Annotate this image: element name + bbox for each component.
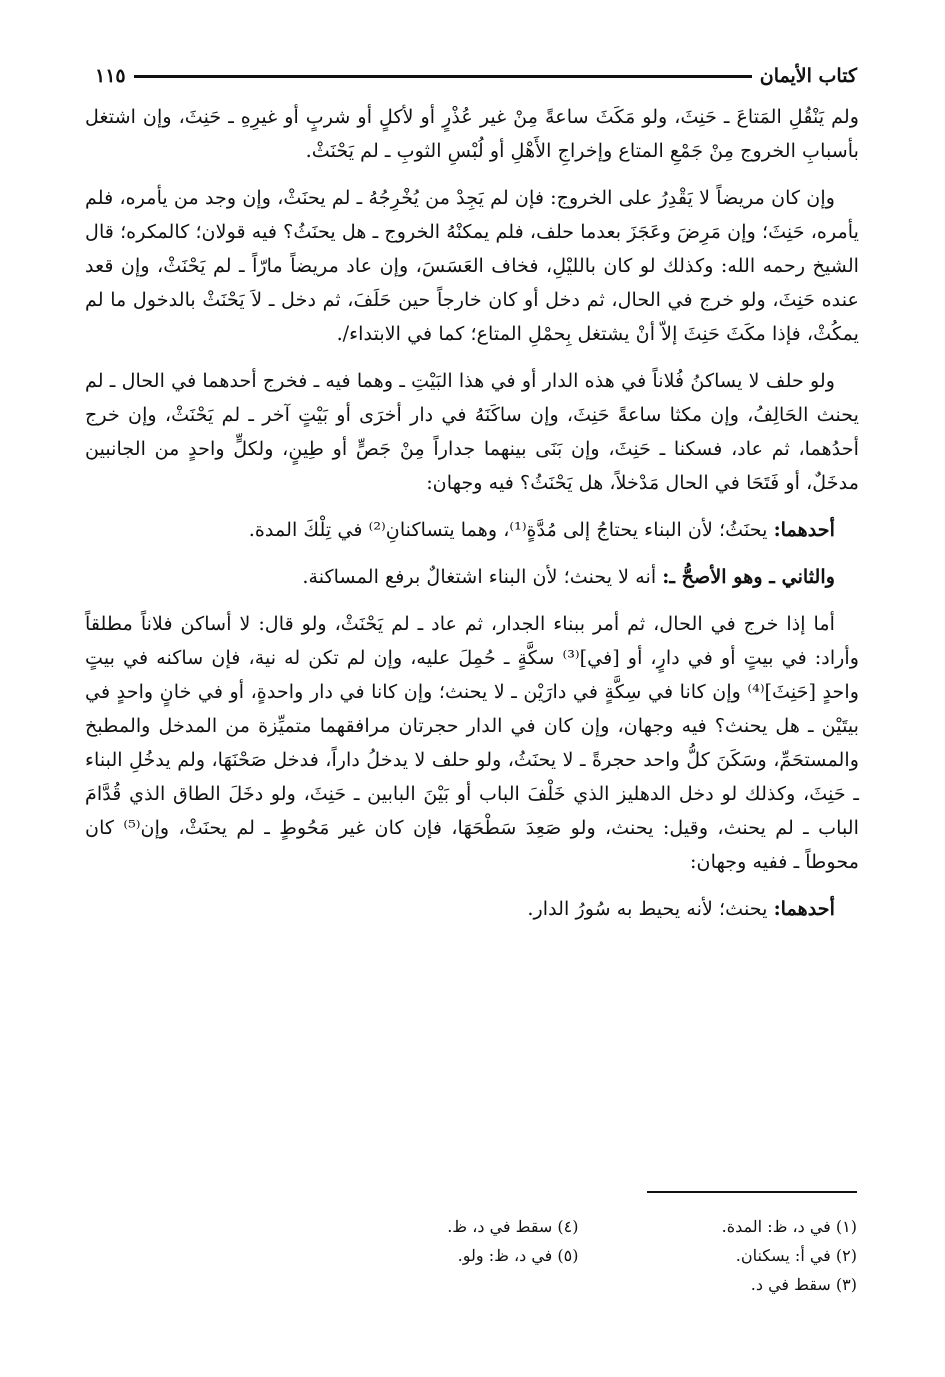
paragraph (85, 892, 859, 926)
footnote-divider (647, 1191, 857, 1193)
paragraph-label: أحدهما: (773, 897, 835, 920)
footnote: (١) في د، ظ: المدة. (721, 1217, 857, 1236)
paragraph-text: ولم يَنْقُلِ المَتاعَ ـ حَنِثَ، ولو مَكَثَ ساعةً مِنْ غير عُذْرٍ أو لأكلٍ أو شربٍ أو غيرِهِ ـ حَنِثَ، وإن اشتغل بأسبابِ الخروج مِنْ جَمْعِ المتاع وإخراجِ الأَهْلِ أو لُبْسِ الثوبِ ـ لم يَحْنَثْ. (85, 105, 859, 162)
footnote: (٢) في أ: يسكنان. (735, 1246, 857, 1265)
paragraph (85, 513, 859, 547)
footnote: (٣) سقط في د. (750, 1275, 857, 1294)
footnote-column-right (579, 1212, 858, 1299)
main-text (85, 100, 859, 939)
footnote: (٥) في د، ظ: ولو. (457, 1246, 579, 1265)
running-header (95, 60, 857, 92)
paragraph-text: وإن كان مريضاً لا يَقْدِرُ على الخروج: فإن لم يَجِدْ من يُخْرِجُهُ ـ لم يحنَثْ، وإن وجد من يأمره، فلم يأمره، حَنِثَ؛ وإن مَرِضَ وعَجَزَ بعدما حلف، فلم يمكنْهُ الخروج ـ هل يحنَثُ؟ فيه قولان؛ كالمكره؛ قال الشيخ رحمه الله: وكذلك لو كان بالليْلِ، فخاف العَسَسَ، وإن عاد مريضاً مارّاً ـ لم يَحْنَثْ، وإن قعد عنده حَنِثَ، ولو خرج في الحال، ثم دخل أو كان خارجاً حين حَلَفَ، ثم دخل ـ لاَ يَحْنَثْ بالدخول ما لم يمكُثْ، فإذا مكَثَ حَنِثَ إلاّ أنْ يشتغل بِحمْلِ المتاع؛ كما في الابتداء/. (85, 186, 859, 345)
paragraph (85, 364, 859, 500)
paragraph (85, 100, 859, 168)
paragraph-text: ولو حلف لا يساكنُ فُلاناً في هذه الدار أو في هذا البَيْتِ ـ وهما فيه ـ فخرج أحدهما في الحال ـ لم يحنث الحَالِفُ، وإن مكثا ساعةً حَنِثَ، وإن ساكَنَهُ في دار أخرَى أو بَيْتٍ آخر ـ لم يَحْنَثْ، وإن خرج أحدُهما، ثم عاد، فسكنا ـ حَنِثَ، وإن بَنَى بينهما جداراً مِنْ جَصٍّ أو طِينٍ، ولكلٍّ واحدٍ من الجانبين مدخَلٌ، أو فَتَحَا في الحال مَدْخلاً، هل يَحْنَثُ؟ فيه وجهان: (85, 369, 859, 494)
paragraph-text: يحنَثُ؛ لأن البناء يحتاجُ إلى مُدَّةٍ⁽¹⁾، وهما يتساكنانِ⁽²⁾ في تِلْكَ المدة. (248, 518, 774, 541)
paragraph-text: أما إذا خرج في الحال، ثم أمر ببناء الجدار، ثم عاد ـ لم يَحْنَثْ، ولو قال: لا أساكن فلاناً مطلقاً وأراد: في بيتٍ أو في دارٍ، أو [في]⁽³⁾ سكَّةٍ ـ حُمِلَ عليه، وإن لم تكن له نية، فإن ساكنه في بيتٍ واحدٍ [حَنِثَ]⁽⁴⁾ وإن كانا في سِكَّةٍ في دارَيْن ـ لا يحنث؛ وإن كانا في دار واحدةٍ، أو في خانٍ واحدٍ في بيتَيْن ـ هل يحنث؟ فيه وجهان، وإن كان في الدار حجرتان مرافقهما متميِّزة من المدخل والمطبخ والمستحَمِّ، وسَكَنَ كلُّ واحد حجرةً ـ لا يحنَثُ، ولو حلف لا يدخلُ داراً، فدخل صَحْنَهَا، ولم يدخُلِ البناء ـ حَنِثَ، وكذلك لو دخل الدهليز الذي خَلْفَ الباب أو بَيْنَ البابين ـ حَنِثَ، ولو دخَلَ الطاق الذي قُدَّامَ الباب ـ لم يحنث، وقيل: يحنث، ولو صَعِدَ سَطْحَهَا، فإن كان غير مَحُوطٍ ـ لم يحنَثْ، وإن⁽⁵⁾ كان محوطاً ـ ففيه وجهان: (85, 612, 860, 873)
page-number: ١١٥ (95, 65, 126, 87)
paragraph (85, 181, 859, 351)
paragraph-label: أحدهما: (773, 518, 835, 541)
paragraph (85, 607, 859, 879)
footnote: (٤) سقط في د، ظ. (447, 1217, 579, 1236)
paragraph-text: أنه لا يحنث؛ لأن البناء اشتغالٌ برفع المساكنة. (302, 565, 663, 588)
footnote-column-left (300, 1212, 579, 1299)
paragraph-text: يحنث؛ لأنه يحيط به سُورُ الدار. (527, 897, 774, 920)
chapter-title: كتاب الأيمان (759, 65, 857, 87)
footnotes (300, 1212, 857, 1299)
paragraph-label: والثاني ـ وهو الأصحُّ ـ: (662, 565, 835, 588)
header-rule (134, 75, 752, 78)
paragraph (85, 560, 859, 594)
